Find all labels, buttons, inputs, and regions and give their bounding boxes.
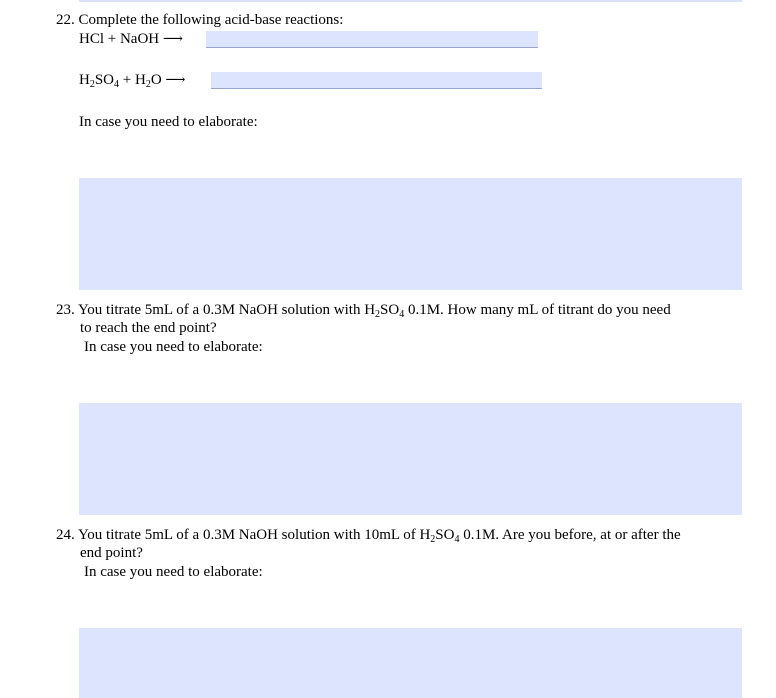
question-24-text-b: SO: [435, 527, 455, 543]
question-22-text: Complete the following acid-base reactions:: [78, 12, 344, 28]
question-22-prompt: [56, 11, 343, 29]
question-23-elaborate-label: In case you need to elaborate:: [84, 339, 263, 355]
question-23-text-b: SO: [380, 302, 400, 318]
question-23-subscript-1: 2: [375, 309, 381, 320]
reaction-1-equation: [79, 30, 182, 49]
reaction-2-so: SO: [94, 72, 115, 88]
question-23-text-c: 0.1M. How many mL of titrant do you need: [404, 302, 671, 318]
question-23-prompt-line-1: [56, 301, 671, 319]
question-24-text-c: 0.1M. Are you before, at or after the: [459, 527, 681, 543]
reaction-1-answer-field[interactable]: [206, 31, 538, 48]
question-22-number: 22.: [56, 12, 75, 28]
question-22-elaborate-field[interactable]: [79, 178, 742, 290]
reaction-arrow-icon: ⟶: [162, 32, 182, 47]
reaction-2-h: H: [79, 72, 90, 88]
question-24-subscript-1: 2: [430, 534, 436, 545]
question-22-elaborate-label: In case you need to elaborate:: [79, 114, 258, 130]
question-24-number: 24.: [56, 527, 75, 543]
reaction-2-o: O: [150, 72, 162, 88]
question-23-elaborate-field[interactable]: [79, 403, 742, 515]
question-23-subscript-2: 4: [399, 309, 405, 320]
question-24-elaborate-field[interactable]: [79, 628, 742, 698]
question-23-text-a: You titrate 5mL of a 0.3M NaOH solution with H: [77, 302, 376, 318]
question-24-subscript-2: 4: [454, 534, 460, 545]
question-24-prompt-line-1: [56, 526, 681, 544]
reaction-1-reactants: HCl + NaOH: [79, 31, 160, 47]
question-23-prompt-line-2: to reach the end point?: [80, 320, 217, 336]
reaction-2-h-subscript: 2: [89, 79, 95, 90]
question-24-elaborate-label: In case you need to elaborate:: [84, 564, 263, 580]
reaction-2-plus-h: + H: [119, 72, 146, 88]
reaction-2-answer-field[interactable]: [211, 72, 542, 89]
question-23-number: 23.: [56, 302, 75, 318]
reaction-arrow-icon: ⟶: [165, 73, 185, 88]
question-24-text-a: You titrate 5mL of a 0.3M NaOH solution with 10mL of H: [77, 527, 431, 543]
previous-answer-field-edge[interactable]: [79, 0, 742, 2]
reaction-2-so-subscript: 4: [114, 79, 120, 90]
question-24-prompt-line-2: end point?: [80, 545, 143, 561]
reaction-2-water-subscript: 2: [145, 79, 151, 90]
reaction-2-equation: [79, 71, 185, 90]
